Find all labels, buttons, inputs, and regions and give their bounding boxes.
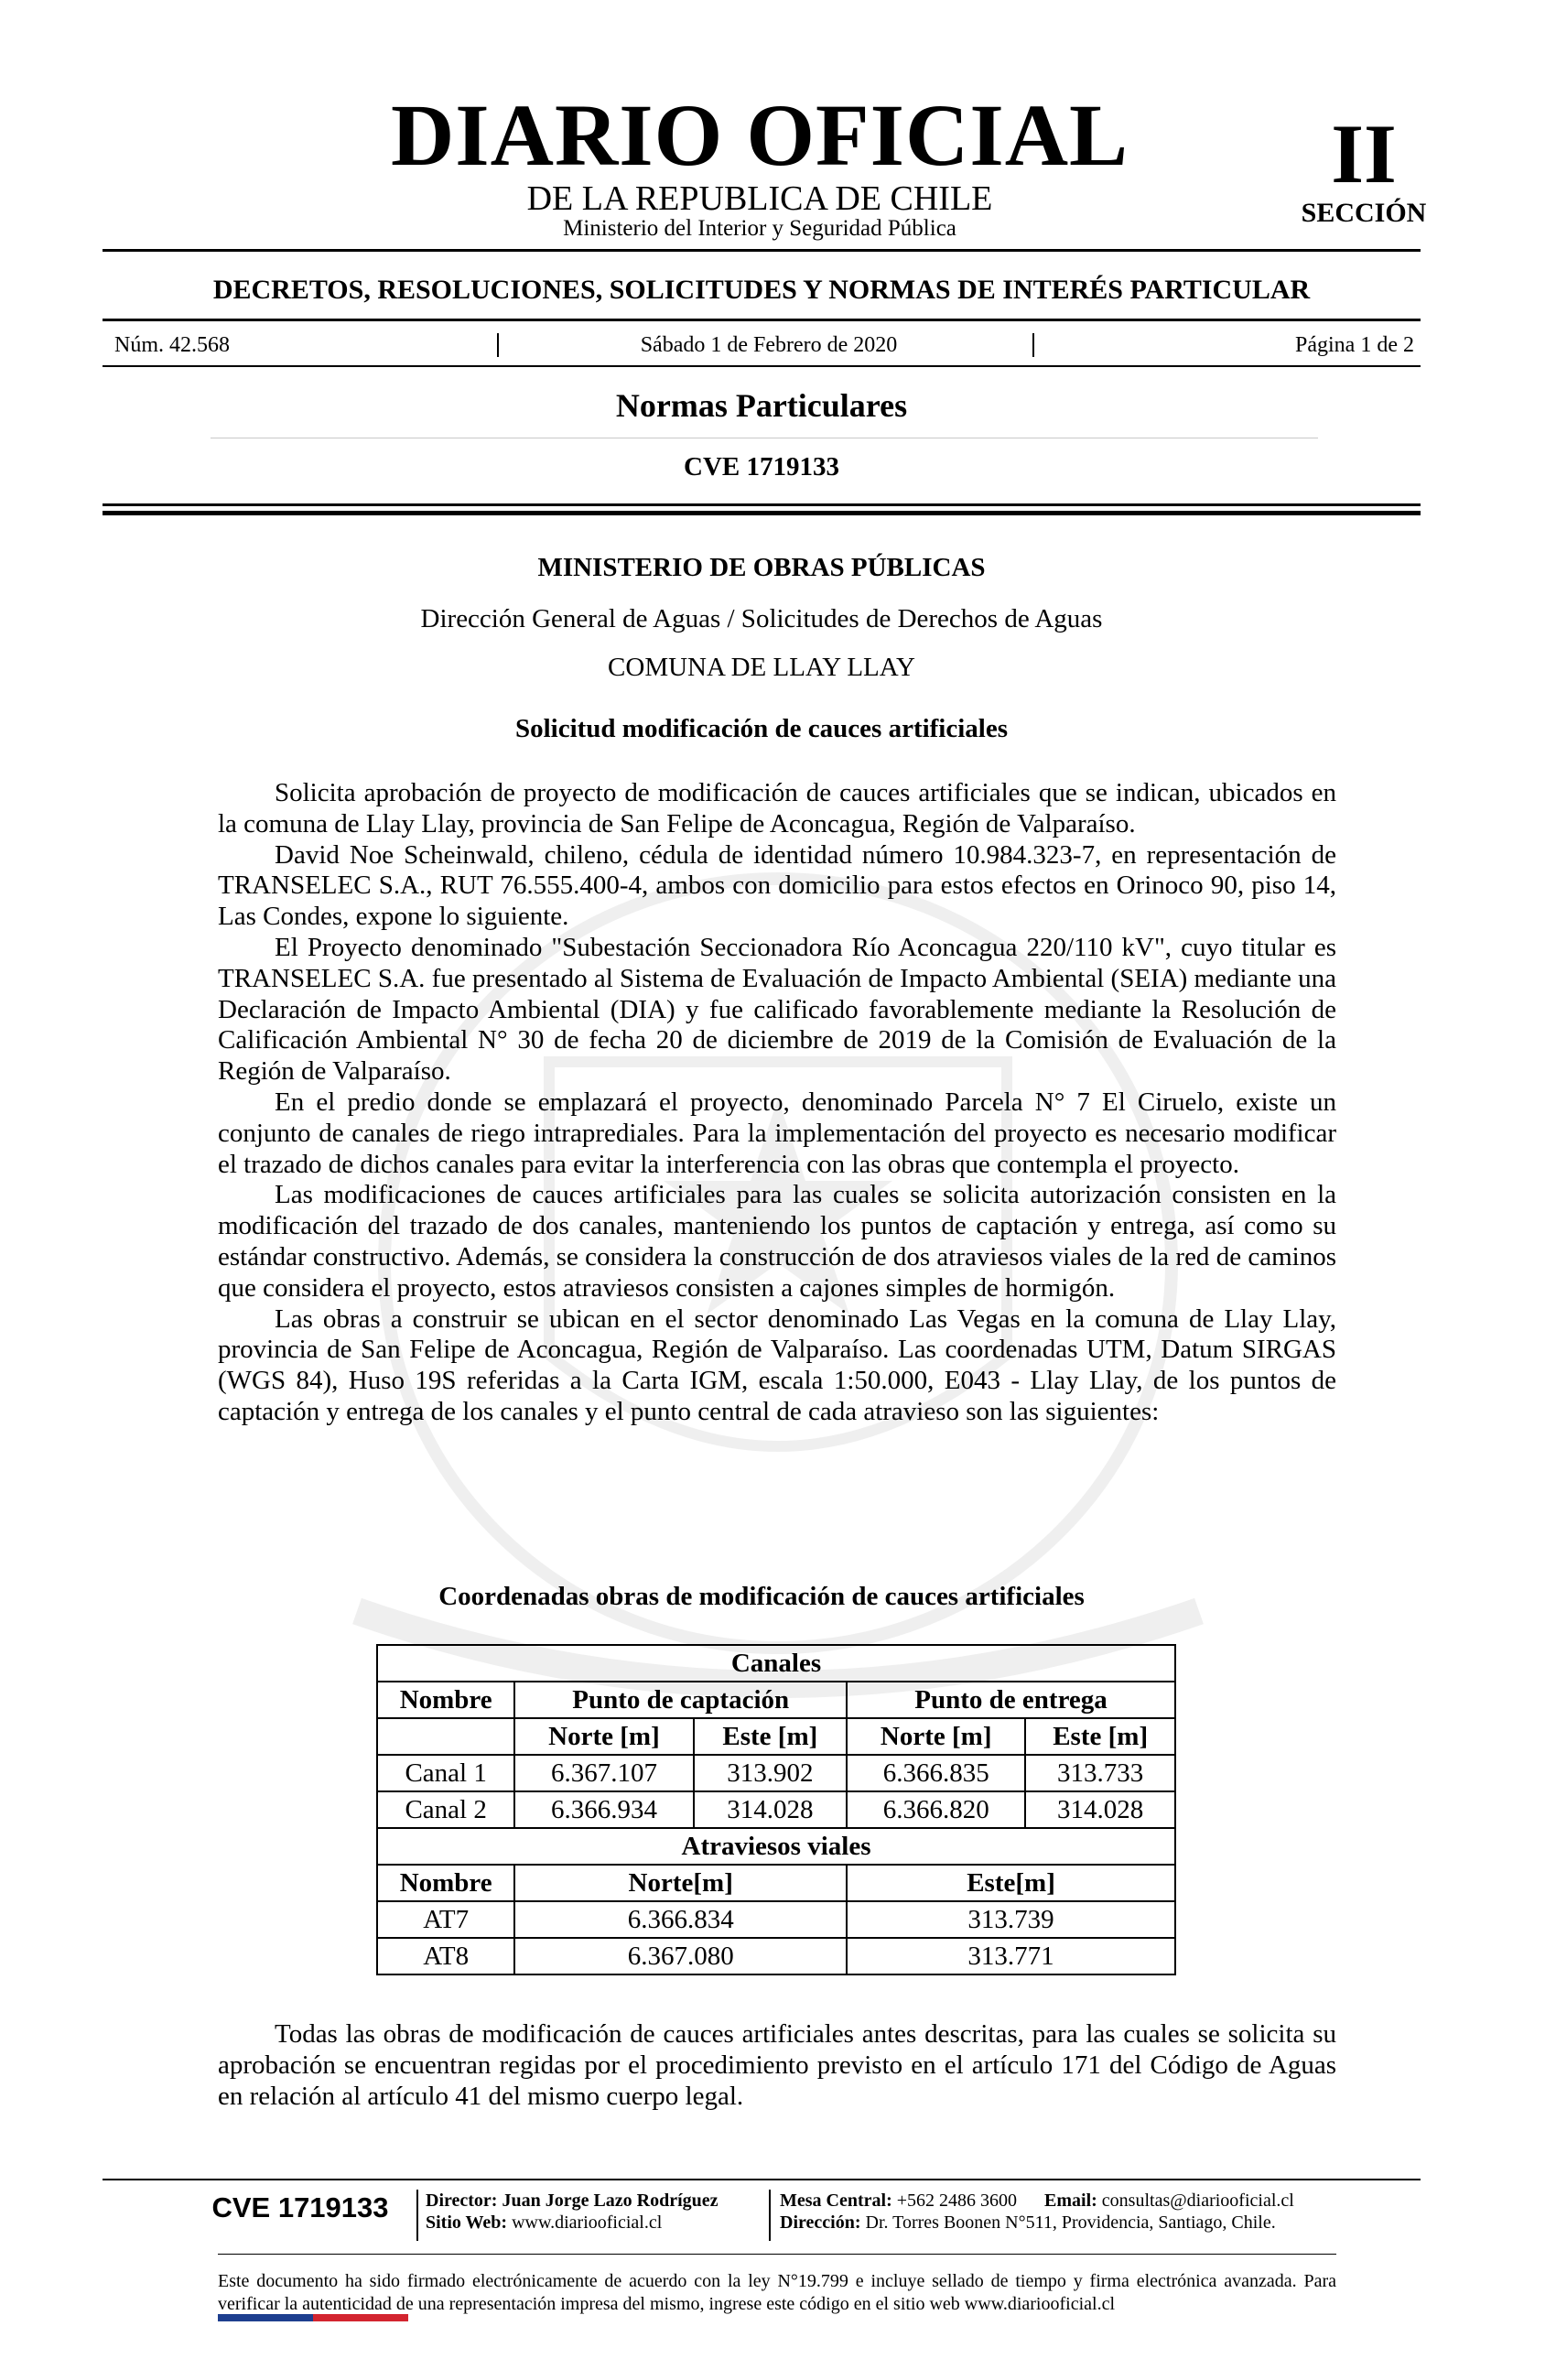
direction-heading: Dirección General de Aguas / Solicitudes de Derechos de Aguas [420,604,1103,633]
table-cell: 313.902 [694,1755,847,1791]
category-bar: DECRETOS, RESOLUCIONES, SOLICITUDES Y NORMAS DE INTERÉS PARTICULAR [212,275,1311,305]
rule-top [103,249,1421,252]
paragraph: Solicita aprobación de proyecto de modificación de cauces artificiales que se indican, ubicados en la comuna de Llay Llay, provincia de San Felipe de Aconcagua, Región de Valparaíso. [218,778,1336,838]
rule-info [103,365,1421,367]
cve-label: CVE 1719133 [684,452,839,481]
paragraph: En el predio donde se emplazará el proyecto, denominado Parcela N° 7 El Ciruelo, existe un conjunto de canales de riego intraprediales. Para la implementación del proyecto es necesario modificar el trazado de dichos canales para evitar la interferencia con las obras que contempla el proyecto. [218,1087,1336,1179]
table-row [377,1755,1175,1791]
col-nombre-header: Nombre [377,1865,514,1901]
address-value: Dr. Torres Boonen N°511, Providencia, Santiago, Chile. [865,2212,1276,2233]
footer-note: Este documento ha sido firmado electrónicamente de acuerdo con la ley N°19.799 e incluye sellado de tiempo y firma electrónica avanzada. Para verificar la autenticidad de una representación impresa del mismo, ingrese este código en el sitio web www.diariooficial.cl [218,2271,1336,2314]
closing-text [218,2019,1336,2112]
footer-contact-block [780,2190,1338,2234]
table-cell: 6.366.934 [514,1791,693,1828]
col-este-header: Este [m] [694,1718,847,1755]
ministry-heading: MINISTERIO DE OBRAS PÚBLICAS [537,553,986,582]
col-entrega-header: Punto de entrega [847,1682,1175,1718]
col-norte2-header: Norte[m] [514,1865,847,1901]
director-name: Juan Jorge Lazo Rodríguez [502,2191,719,2211]
email-label: Email: [1044,2191,1097,2211]
director-label: Director: [426,2191,498,2211]
col-norte-header: Norte [m] [847,1718,1025,1755]
table-cell: 314.028 [694,1791,847,1828]
table-cell: 314.028 [1025,1791,1175,1828]
table-cell: 313.771 [847,1938,1175,1974]
table-cell: Canal 1 [377,1755,514,1791]
footer-cve: CVE 1719133 [211,2191,389,2223]
phone-label: Mesa Central: [780,2191,892,2211]
table-row [377,1865,1175,1901]
table-row [377,1645,1175,1682]
table-row [377,1718,1175,1755]
table-row [377,1938,1175,1974]
footer-note-rule [218,2254,1336,2255]
paragraph: Las obras a construir se ubican en el sector denominado Las Vegas en la comuna de Llay Llay, provincia de San Felipe de Aconcagua, Región de Valparaíso. Las coordenadas UTM, Datum SIRGAS (WGS 84), Huso 19S referidas a la Carta IGM, escala 1:50.000, E043 - Llay Llay, de los puntos de captación y entrega de los canales y el punto central de cada atravieso son las siguientes: [218,1304,1336,1426]
paragraph: David Noe Scheinwald, chileno, cédula de identidad número 10.984.323-7, en representación de TRANSELEC S.A., RUT 76.555.400-4, ambos con domicilio para estos efectos en Orinoco 90, piso 14, Las Condes, expone lo siguiente. [218,839,1336,932]
footer-rule [103,2179,1421,2180]
closing-paragraph: Todas las obras de modificación de cauces artificiales antes descritas, para las cuales se solicita su aprobación se encuentran regidas por el procedimiento previsto en el artículo 171 del Código de Aguas en relación al artículo 41 del mismo cuerpo legal. [218,2019,1336,2111]
table-cell: 6.367.107 [514,1755,693,1791]
table-cell: Canal 2 [377,1791,514,1828]
footer-separator [416,2190,418,2241]
issue-page: Página 1 de 2 [1295,333,1414,357]
phone-value: +562 2486 3600 [896,2191,1018,2211]
rule-heading-thick [103,511,1421,515]
info-separator [1032,333,1034,357]
masthead-title: DIARIO OFICIAL [390,86,1129,184]
table-cell: 313.733 [1025,1755,1175,1791]
issue-date: Sábado 1 de Febrero de 2020 [640,333,898,357]
paragraph: El Proyecto denominado "Subestación Seccionadora Río Aconcagua 220/110 kV", cuyo titular es TRANSELEC S.A. fue presentado al Sistema de Evaluación de Impacto Ambiental (SEIA) mediante una Declaración de Impacto Ambiental (DIA) y fue calificado favorablemente mediante la Resolución de Calificación Ambiental N° 30 de fecha 20 de diciembre de 2019 de la Comisión de Evaluación de la Región de Valparaíso. [218,932,1336,1087]
document-title: Solicitud modificación de cauces artificiales [514,714,1009,743]
table-title: Coordenadas obras de modificación de cauces artificiales [438,1582,1085,1611]
table-cell: 313.739 [847,1901,1175,1938]
info-separator [497,333,499,357]
address-label: Dirección: [780,2212,861,2233]
table-cell: 6.366.835 [847,1755,1025,1791]
col-norte-header: Norte [m] [514,1718,693,1755]
col-este2-header: Este[m] [847,1865,1175,1901]
table-row [377,1901,1175,1938]
masthead-subtitle: DE LA REPUBLICA DE CHILE [526,179,993,218]
issue-number: Núm. 42.568 [114,333,230,357]
table-cell: 6.367.080 [514,1938,847,1974]
section-number: II [1331,107,1397,200]
page-title: Normas Particulares [615,387,908,424]
rule-category [103,319,1421,321]
footer-director-block [426,2190,719,2234]
canales-header: Canales [377,1645,1175,1682]
atraviesos-header: Atraviesos viales [377,1828,1175,1865]
table-cell: AT7 [377,1901,514,1938]
body-text [218,778,1336,1428]
empty-header-cell [377,1718,514,1755]
table-row [377,1682,1175,1718]
col-nombre-header: Nombre [377,1682,514,1718]
table-row [377,1791,1175,1828]
email-link[interactable]: consultas@diariooficial.cl [1101,2191,1294,2211]
table-cell: 6.366.834 [514,1901,847,1938]
masthead-ministry: Ministerio del Interior y Seguridad Pública [563,216,956,241]
rule-heading [103,503,1421,506]
col-este-header: Este [m] [1025,1718,1175,1755]
comuna-heading: COMUNA DE LLAY LLAY [608,653,915,682]
table-cell: AT8 [377,1938,514,1974]
web-link[interactable]: www.diariooficial.cl [512,2212,663,2233]
flag-stripe-blue [218,2314,313,2321]
web-label: Sitio Web: [426,2212,508,2233]
table-row [377,1828,1175,1865]
flag-stripe-red [313,2314,408,2321]
paragraph: Las modificaciones de cauces artificiales para las cuales se solicita autorización consisten en la modificación del trazado de dos canales, manteniendo los puntos de captación y entrega, así como su estándar constructivo. Además, se considera la construcción de dos atraviesos viales de la red de caminos que considera el proyecto, estos atraviesos consisten a cajones simples de hormigón. [218,1180,1336,1303]
table-cell: 6.366.820 [847,1791,1025,1828]
col-captacion-header: Punto de captación [514,1682,847,1718]
coordinates-table [376,1644,1176,1975]
footer-separator [769,2190,771,2241]
section-label: SECCIÓN [1301,198,1427,228]
